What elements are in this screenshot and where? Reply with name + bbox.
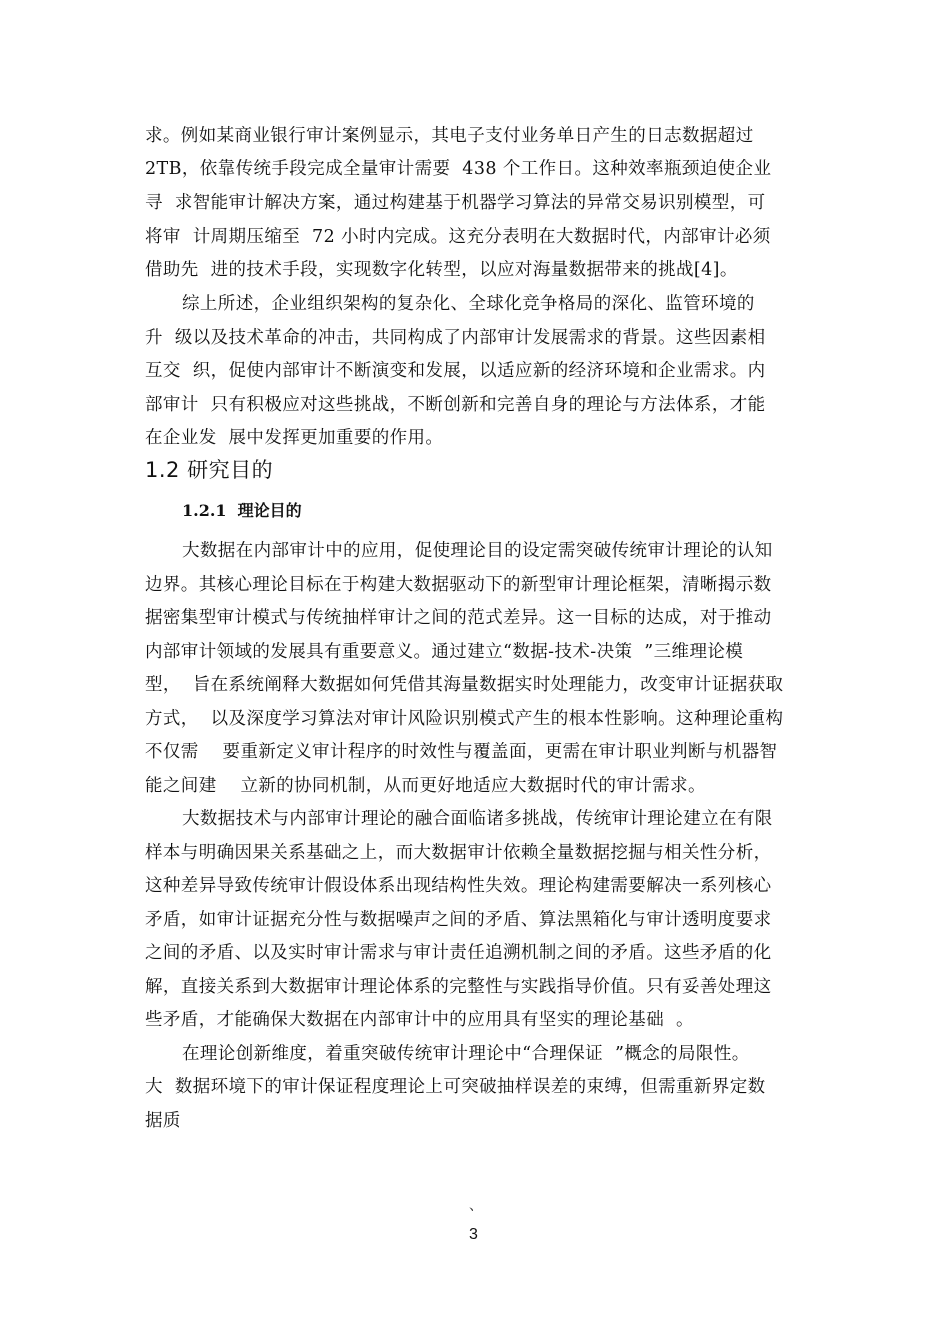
text-line: 不仅需 要重新定义审计程序的时效性与覆盖面，更需在审计职业判断与机器智 [145, 742, 778, 762]
text-line: 2TB，依靠传统手段完成全量审计需要 438 个工作日。这种效率瓶颈迫使企业 [145, 159, 772, 179]
text-line: 大数据在内部审计中的应用，促使理论目的设定需突破传统审计理论的认知 [182, 541, 773, 561]
section-heading: 1.2 研究目的 [145, 458, 274, 482]
text-line: 求。例如某商业银行审计案例显示，其电子支付业务单日产生的日志数据超过 [145, 126, 754, 146]
text-line: 样本与明确因果关系基础之上，而大数据审计依赖全量数据挖掘与相关性分析， [145, 843, 772, 863]
subsection-heading: 1.2.1 理论目的 [182, 501, 302, 520]
text-line: 借助先 进的技术手段，实现数字化转型，以应对海量数据带来的挑战[4]。 [145, 260, 738, 280]
text-line: 据质 [145, 1111, 181, 1131]
text-line: 互交 织，促使内部审计不断演变和发展，以适应新的经济环境和企业需求。内 [145, 361, 766, 381]
text-line: 矛盾，如审计证据充分性与数据噪声之间的矛盾、算法黑箱化与审计透明度要求 [145, 910, 772, 930]
text-line: 解，直接关系到大数据审计理论体系的完整性与实践指导价值。只有妥善处理这 [145, 977, 772, 997]
text-line: 综上所述，企业组织架构的复杂化、全球化竞争格局的深化、监管环境的 [182, 294, 755, 314]
text-line: 这种差异导致传统审计假设体系出现结构性失效。理论构建需要解决一系列核心 [145, 876, 772, 896]
footer-mark: 、 [469, 1198, 483, 1214]
text-line: 部审计 只有积极应对这些挑战，不断创新和完善自身的理论与方法体系，才能 [145, 395, 766, 415]
text-line: 在理论创新维度，着重突破传统审计理论中“合理保证 ”概念的局限性。 [182, 1044, 750, 1064]
page-number: 3 [469, 1226, 478, 1243]
text-line: 方式， 以及深度学习算法对审计风险识别模式产生的根本性影响。这种理论重构 [145, 709, 784, 729]
text-line: 在企业发 展中发挥更加重要的作用。 [145, 428, 444, 448]
text-line: 内部审计领域的发展具有重要意义。通过建立“数据-技术-决策 ”三维理论模 [145, 642, 744, 662]
text-line: 寻 求智能审计解决方案，通过构建基于机器学习算法的异常交易识别模型，可 [145, 193, 766, 213]
text-line: 大数据技术与内部审计理论的融合面临诸多挑战，传统审计理论建立在有限 [182, 809, 773, 829]
text-line: 将审 计周期压缩至 72 小时内完成。这充分表明在大数据时代，内部审计必须 [145, 227, 771, 247]
text-line: 据密集型审计模式与传统抽样审计之间的范式差异。这一目标的达成，对于推动 [145, 608, 772, 628]
text-line: 升 级以及技术革命的冲击，共同构成了内部审计发展需求的背景。这些因素相 [145, 328, 766, 348]
text-line: 型， 旨在系统阐释大数据如何凭借其海量数据实时处理能力，改变审计证据获取 [145, 675, 784, 695]
text-line: 能之间建 立新的协同机制，从而更好地适应大数据时代的审计需求。 [145, 776, 706, 796]
text-line: 边界。其核心理论目标在于构建大数据驱动下的新型审计理论框架，清晰揭示数 [145, 575, 772, 595]
text-line: 大 数据环境下的审计保证程度理论上可突破抽样误差的束缚，但需重新界定数 [145, 1077, 766, 1097]
text-line: 之间的矛盾、以及实时审计需求与审计责任追溯机制之间的矛盾。这些矛盾的化 [145, 943, 772, 963]
text-line: 些矛盾，才能确保大数据在内部审计中的应用具有坚实的理论基础 。 [145, 1010, 694, 1030]
